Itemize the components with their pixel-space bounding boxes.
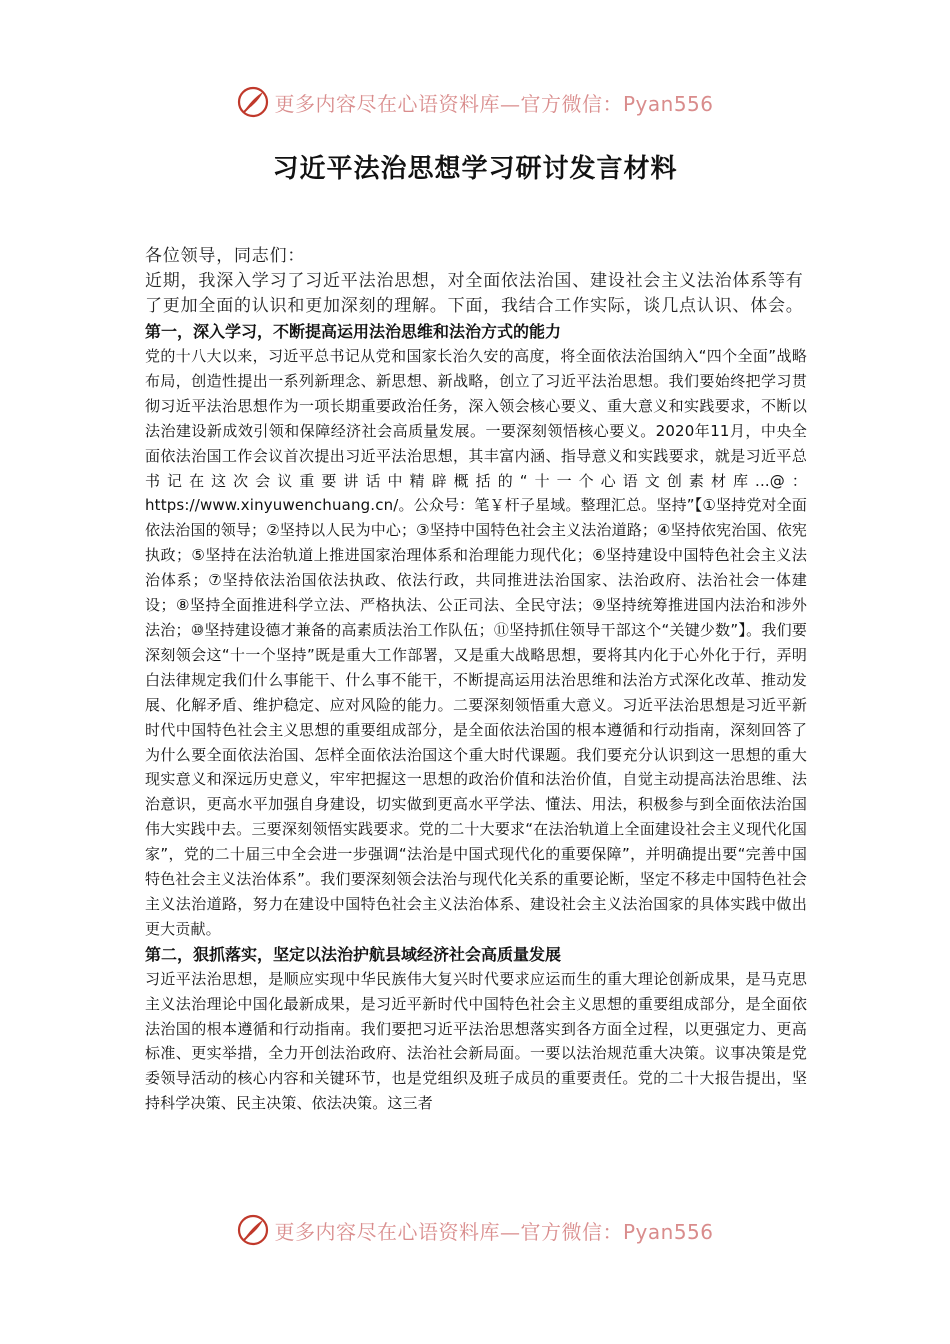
section-1-heading: 第一，深入学习，不断提高运用法治思维和法治方式的能力 (145, 322, 562, 341)
watermark-text: 更多内容尽在心语资料库—官方微信：Pyan556 (274, 1219, 714, 1244)
quill-logo-icon (236, 1213, 270, 1247)
section-2-body: 习近平法治思想，是顺应实现中华民族伟大复兴时代要求应运而生的重大理论创新成果，是马克思主义法治理论中国化最新成果，是习近平新时代中国特色社会主义思想的重要组成部分，是全面依法治国的根本遵循和行动指南。我们要把习近平法治思想落实到各方面全过程，以更强定力、更高标准、更实举措，全力开创法治政府、法治社会新局面。一要以法治规范重大决策。议事决策是党委领导活动的核心内容和关键环节，也是党组织及班子成员的重要责任。党的二十大报告提出，坚持科学决策、民主决策、依法决策。这三者 (145, 969, 807, 1113)
section-1-body: 党的十八大以来，习近平总书记从党和国家长治久安的高度，将全面依法治国纳入“四个全面”战略布局，创造性提出一系列新理念、新思想、新战略，创立了习近平法治思想。我们要始终把学习贯彻习近平法治思想作为一项长期重要政治任务，深入领会核心要义、重大意义和实践要求，不断以法治建设新成效引领和保障经济社会高质量发展。一要深刻领悟核心要义。2020年11月，中央全面依法治国工作会议首次提出习近平法治思想，其丰富内涵、指导意义和实践要求，就是习近平总书记在这次会议重要讲话中精辟概括的“十一个心语文创素材库...@：https://www.xinyuwenchuang.cn/。公众号：笔￥杆子星域。整理汇总。坚持”【①坚持党对全面依法治国的领导；②坚持以人民为中心；③坚持中国特色社会主义法治道路；④坚持依宪治国、依宪执政；⑤坚持在法治轨道上推进国家治理体系和治理能力现代化；⑥坚持建设中国特色社会主义法治体系；⑦坚持依法治国依法执政、依法行政，共同推进法治国家、法治政府、法治社会一体建设；⑧坚持全面推进科学立法、严格执法、公正司法、全民守法；⑨坚持统筹推进国内法治和涉外法治；⑩坚持建设德才兼备的高素质法治工作队伍；⑪坚持抓住领导干部这个“关键少数”】。我们要深刻领会这“十一个坚持”既是重大工作部署，又是重大战略思想，要将其内化于心外化于行，弄明白法律规定我们什么事能干、什么事不能干，不断提高运用法治思维和法治方式深化改革、推动发展、化解矛盾、维护稳定、应对风险的能力。二要深刻领悟重大意义。习近平法治思想是习近平新时代中国特色社会主义思想的重要组成部分，是全面依法治国的根本遵循和行动指南，深刻回答了为什么要全面依法治国、怎样全面依法治国这个重大时代课题。我们要充分认识到这一思想的重大现实意义和深远历史意义，牢牢把握这一思想的政治价值和法治价值，自觉主动提高法治思维、法治意识，更高水平加强自身建设，切实做到更高水平学法、懂法、用法，积极参与到全面依法治国伟大实践中去。三要深刻领悟实践要求。党的二十大要求“在法治轨道上全面建设社会主义现代化国家”，党的二十届三中全会进一步强调“法治是中国式现代化的重要保障”，并明确提出要“完善中国特色社会主义法治体系”。我们要深刻领会法治与现代化关系的重要论断，坚定不移走中国特色社会主义法治道路，努力在建设中国特色社会主义法治体系、建设社会主义法治国家的具体实践中做出更大贡献。 (145, 347, 807, 938)
watermark-text: 更多内容尽在心语资料库—官方微信：Pyan556 (274, 91, 714, 116)
document-body (145, 244, 807, 1116)
watermark-group (236, 85, 713, 119)
salutation: 各位领导，同志们： (145, 246, 306, 266)
intro-paragraph: 近期，我深入学习了习近平法治思想，对全面依法治国、建设社会主义法治体系等有了更加全面的认识和更加深刻的理解。下面，我结合工作实际，谈几点认识、体会。 (145, 271, 804, 316)
document-title: 习近平法治思想学习研讨发言材料 (272, 154, 678, 184)
section-2-heading: 第二，狠抓落实，坚定以法治护航县域经济社会高质量发展 (145, 944, 562, 964)
quill-logo-icon (236, 85, 270, 119)
watermark-banner-bottom (0, 1210, 950, 1250)
watermark-group (236, 1213, 713, 1247)
watermark-banner-top (0, 82, 950, 122)
